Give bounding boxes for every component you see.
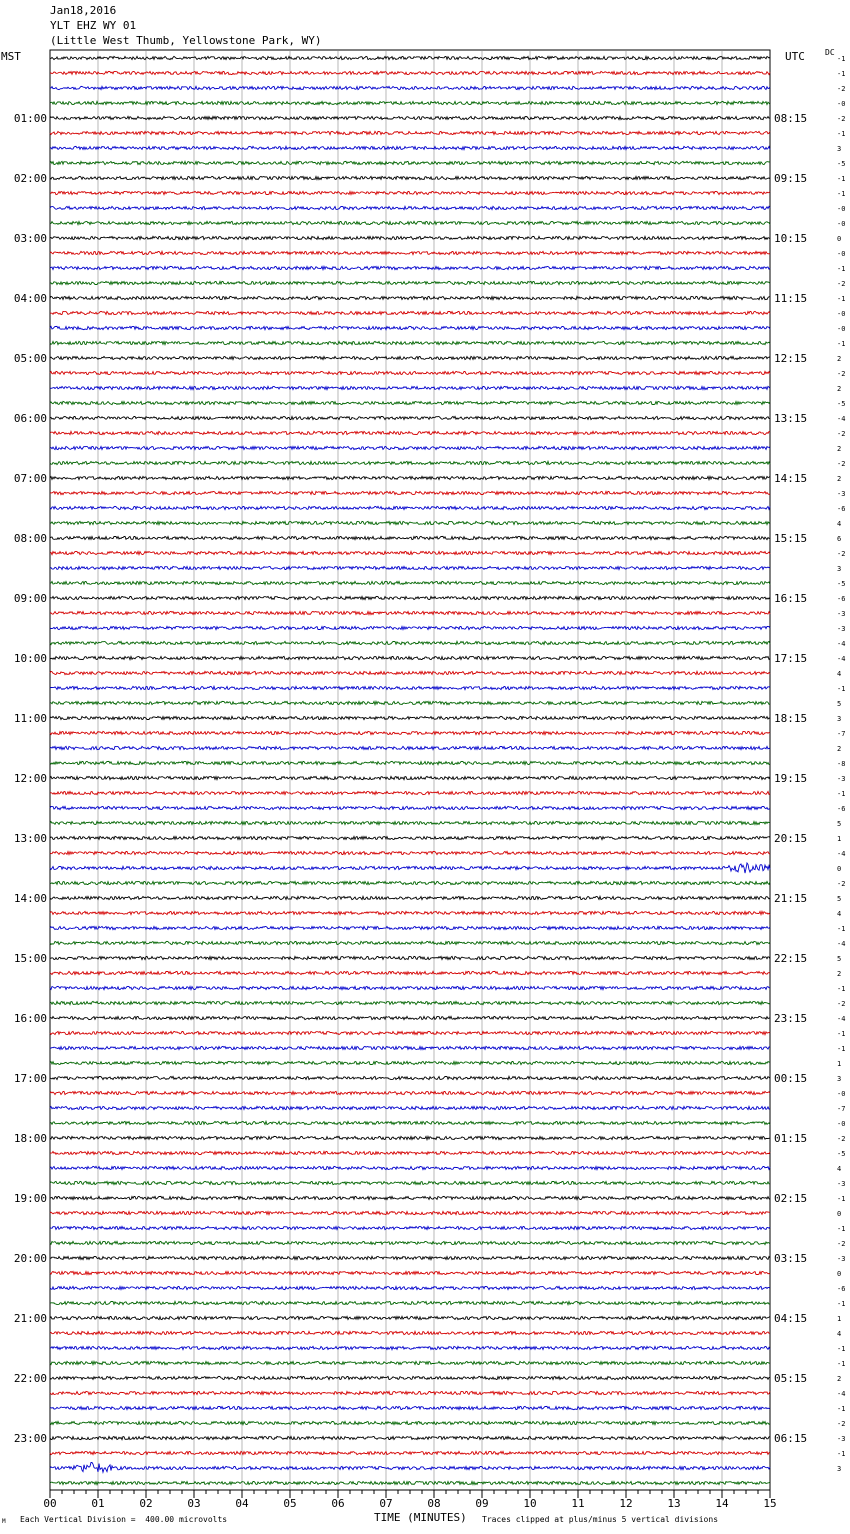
- hour-label-mst: 13:00: [13, 832, 47, 845]
- trace-line: [50, 1406, 770, 1409]
- trace-line: [50, 731, 770, 734]
- trace-line: [50, 956, 770, 959]
- hour-label-mst: 20:00: [13, 1252, 47, 1265]
- dc-offset-label: -5: [837, 580, 846, 588]
- trace-line: [50, 266, 770, 269]
- dc-offset-label: 5: [837, 955, 842, 963]
- hour-label-utc: 13:15: [774, 412, 808, 425]
- hour-label-mst: 22:00: [13, 1372, 47, 1385]
- hour-label-utc: 08:15: [774, 112, 808, 125]
- trace-line: [50, 206, 770, 209]
- dc-offset-label: -7: [837, 1105, 846, 1113]
- x-tick-label: 01: [91, 1497, 105, 1510]
- trace-line: [50, 1451, 770, 1454]
- dc-offset-label: -1: [837, 1225, 846, 1233]
- trace-line: [50, 896, 770, 899]
- trace-line: [50, 881, 770, 884]
- hour-label-mst: 01:00: [13, 112, 47, 125]
- dc-offset-label: 2: [837, 745, 842, 753]
- dc-offset-label: -1: [837, 685, 846, 693]
- hour-label-mst: 15:00: [13, 952, 47, 965]
- dc-offset-label: -1: [837, 1405, 846, 1413]
- dc-offset-label: -1: [837, 340, 846, 348]
- hour-label-utc: 21:15: [774, 892, 808, 905]
- trace-line: [50, 401, 770, 404]
- hour-label-mst: 09:00: [13, 592, 47, 605]
- dc-offset-label: -2: [837, 280, 846, 288]
- trace-line: [50, 1136, 770, 1139]
- hour-label-utc: 16:15: [774, 592, 808, 605]
- dc-offset-label: -2: [837, 115, 846, 123]
- trace-line: [50, 1016, 770, 1019]
- x-tick-label: 06: [331, 1497, 345, 1510]
- dc-offset-label: -0: [837, 100, 846, 108]
- hour-label-utc: 05:15: [774, 1372, 808, 1385]
- dc-offset-label: 3: [837, 565, 842, 573]
- hour-label-mst: 16:00: [13, 1012, 47, 1025]
- trace-line: [50, 1121, 770, 1124]
- trace-line: [50, 146, 770, 149]
- trace-line: [50, 311, 770, 314]
- dc-offset-label: -6: [837, 595, 846, 603]
- dc-offset-label: -3: [837, 625, 846, 633]
- trace-line: [50, 926, 770, 929]
- hour-label-mst: 07:00: [13, 472, 47, 485]
- dc-offset-label: -1: [837, 1345, 846, 1353]
- trace-line: [50, 1076, 770, 1079]
- dc-offset-label: 3: [837, 1075, 842, 1083]
- trace-line: [50, 1316, 770, 1319]
- hour-label-utc: 14:15: [774, 472, 808, 485]
- dc-offset-label: 4: [837, 1330, 842, 1338]
- trace-line: [50, 371, 770, 374]
- right-axis-label: UTC: [785, 50, 805, 63]
- x-tick-label: 05: [283, 1497, 297, 1510]
- trace-line: [50, 596, 770, 599]
- trace-line: [50, 1226, 770, 1229]
- trace-line: [50, 611, 770, 614]
- dc-offset-label: -3: [837, 490, 846, 498]
- dc-offset-label: 2: [837, 355, 842, 363]
- trace-line: [50, 491, 770, 494]
- trace-line: [50, 941, 770, 944]
- hour-label-mst: 21:00: [13, 1312, 47, 1325]
- x-tick-label: 12: [619, 1497, 633, 1510]
- x-tick-label: 03: [187, 1497, 201, 1510]
- dc-offset-label: -3: [837, 1180, 846, 1188]
- dc-offset-label: -2: [837, 370, 846, 378]
- scale-note: Each Vertical Division = 400.00 microvolts: [20, 1515, 228, 1524]
- dc-offset-label: -1: [837, 1045, 846, 1053]
- x-tick-label: 09: [475, 1497, 489, 1510]
- dc-offset-label: -8: [837, 760, 846, 768]
- trace-line: [50, 851, 770, 854]
- trace-line: [50, 476, 770, 479]
- dc-offset-label: -2: [837, 1240, 846, 1248]
- trace-line: [50, 386, 770, 389]
- dc-offset-label: 4: [837, 910, 842, 918]
- dc-offset-label: -2: [837, 880, 846, 888]
- dc-offset-label: -2: [837, 1420, 846, 1428]
- clip-note: Traces clipped at plus/minus 5 vertical divisions: [482, 1515, 719, 1524]
- dc-offset-label: -0: [837, 1120, 846, 1128]
- dc-offset-label: 1: [837, 1315, 842, 1323]
- hour-label-utc: 19:15: [774, 772, 808, 785]
- dc-offset-label: -1: [837, 1450, 846, 1458]
- trace-line: [50, 1256, 770, 1259]
- hour-label-utc: 06:15: [774, 1432, 808, 1445]
- trace-line: [50, 521, 770, 524]
- trace-line: [50, 551, 770, 554]
- trace-line: [50, 1391, 770, 1394]
- trace-line: [50, 1286, 770, 1289]
- dc-offset-label: 4: [837, 520, 842, 528]
- dc-offset-label: -6: [837, 505, 846, 513]
- dc-offset-label: -1: [837, 295, 846, 303]
- dc-offset-label: 0: [837, 235, 842, 243]
- dc-offset-label: -1: [837, 190, 846, 198]
- trace-line: [50, 626, 770, 629]
- dc-offset-label: -4: [837, 850, 846, 858]
- dc-offset-label: -6: [837, 805, 846, 813]
- dc-offset-label: -1: [837, 1300, 846, 1308]
- dc-offset-label: -1: [837, 1195, 846, 1203]
- dc-offset-label: -0: [837, 250, 846, 258]
- dc-offset-label: -0: [837, 325, 846, 333]
- trace-line: [50, 56, 770, 59]
- trace-line: [50, 281, 770, 284]
- hour-label-mst: 12:00: [13, 772, 47, 785]
- trace-line: [50, 1421, 770, 1424]
- dc-offset-label: 0: [837, 865, 842, 873]
- dc-offset-label: -3: [837, 610, 846, 618]
- hour-label-utc: 09:15: [774, 172, 808, 185]
- hour-label-mst: 04:00: [13, 292, 47, 305]
- dc-offset-label: -3: [837, 775, 846, 783]
- x-tick-label: 10: [523, 1497, 537, 1510]
- dc-offset-label: -5: [837, 400, 846, 408]
- trace-line: [50, 686, 770, 689]
- hour-label-mst: 02:00: [13, 172, 47, 185]
- hour-label-mst: 03:00: [13, 232, 47, 245]
- hour-label-utc: 20:15: [774, 832, 808, 845]
- trace-line: [50, 326, 770, 329]
- trace-line: [50, 506, 770, 509]
- trace-line: [50, 1046, 770, 1049]
- hour-label-mst: 18:00: [13, 1132, 47, 1145]
- dc-offset-label: -2: [837, 550, 846, 558]
- trace-line: [50, 431, 770, 434]
- dc-offset-label: 0: [837, 1270, 842, 1278]
- trace-line: [50, 1106, 770, 1109]
- dc-offset-label: -0: [837, 310, 846, 318]
- trace-line: [50, 356, 770, 359]
- trace-line: [50, 971, 770, 974]
- dc-offset-label: 2: [837, 970, 842, 978]
- hour-label-utc: 18:15: [774, 712, 808, 725]
- trace-line: [50, 131, 770, 134]
- trace-line: [50, 566, 770, 569]
- dc-offset-label: -2: [837, 430, 846, 438]
- x-tick-label: 07: [379, 1497, 393, 1510]
- x-tick-label: 14: [715, 1497, 729, 1510]
- trace-line: [50, 911, 770, 914]
- dc-offset-label: -6: [837, 1285, 846, 1293]
- trace-line: [50, 416, 770, 419]
- dc-offset-label: -2: [837, 1135, 846, 1143]
- trace-line: [50, 296, 770, 299]
- dc-label: DC: [825, 48, 835, 57]
- dc-offset-label: 2: [837, 445, 842, 453]
- dc-offset-label: -1: [837, 925, 846, 933]
- corner-mark: M: [2, 1518, 6, 1525]
- hour-label-utc: 02:15: [774, 1192, 808, 1205]
- trace-line: [50, 176, 770, 179]
- hour-label-mst: 05:00: [13, 352, 47, 365]
- trace-line: [50, 1181, 770, 1184]
- header-station: YLT EHZ WY 01: [50, 19, 137, 32]
- x-tick-label: 11: [571, 1497, 585, 1510]
- trace-line: [50, 1463, 770, 1473]
- dc-offset-label: 2: [837, 475, 842, 483]
- dc-offset-label: -4: [837, 640, 846, 648]
- dc-offset-label: 5: [837, 700, 842, 708]
- dc-offset-label: -4: [837, 415, 846, 423]
- dc-offset-label: -4: [837, 1015, 846, 1023]
- trace-line: [50, 1166, 770, 1169]
- trace-line: [50, 1481, 770, 1484]
- x-axis-title: TIME (MINUTES): [374, 1511, 467, 1524]
- trace-line: [50, 1091, 770, 1094]
- dc-offset-label: -4: [837, 940, 846, 948]
- hour-label-utc: 22:15: [774, 952, 808, 965]
- trace-line: [50, 806, 770, 809]
- x-tick-label: 04: [235, 1497, 249, 1510]
- dc-offset-label: -5: [837, 160, 846, 168]
- dc-offset-label: -5: [837, 1150, 846, 1158]
- trace-line: [50, 581, 770, 584]
- dc-offset-label: -3: [837, 1435, 846, 1443]
- trace-line: [50, 671, 770, 674]
- trace-line: [50, 1151, 770, 1154]
- x-tick-label: 15: [763, 1497, 777, 1510]
- dc-offset-label: -0: [837, 205, 846, 213]
- trace-line: [50, 1376, 770, 1379]
- trace-line: [50, 1196, 770, 1199]
- dc-offset-label: 4: [837, 1165, 842, 1173]
- trace-line: [50, 71, 770, 74]
- hour-label-mst: 19:00: [13, 1192, 47, 1205]
- dc-offset-label: -2: [837, 85, 846, 93]
- hour-label-mst: 08:00: [13, 532, 47, 545]
- dc-offset-label: -4: [837, 1390, 846, 1398]
- dc-offset-label: 1: [837, 1060, 842, 1068]
- trace-line: [50, 461, 770, 464]
- trace-line: [50, 776, 770, 779]
- dc-offset-label: -1: [837, 1360, 846, 1368]
- trace-line: [50, 1271, 770, 1274]
- hour-label-utc: 11:15: [774, 292, 808, 305]
- hour-label-mst: 17:00: [13, 1072, 47, 1085]
- trace-line: [50, 986, 770, 989]
- dc-offset-label: 5: [837, 820, 842, 828]
- trace-line: [50, 641, 770, 644]
- hour-label-mst: 23:00: [13, 1432, 47, 1445]
- dc-offset-label: -1: [837, 985, 846, 993]
- header-date: Jan18,2016: [50, 4, 117, 17]
- dc-offset-label: -1: [837, 1030, 846, 1038]
- hour-label-utc: 00:15: [774, 1072, 808, 1085]
- hour-label-mst: 06:00: [13, 412, 47, 425]
- hour-label-mst: 14:00: [13, 892, 47, 905]
- hour-label-utc: 10:15: [774, 232, 808, 245]
- hour-label-utc: 15:15: [774, 532, 808, 545]
- trace-line: [50, 536, 770, 539]
- trace-line: [50, 1061, 770, 1064]
- trace-line: [50, 116, 770, 119]
- dc-offset-label: 2: [837, 1375, 842, 1383]
- hour-label-utc: 01:15: [774, 1132, 808, 1145]
- x-tick-label: 08: [427, 1497, 441, 1510]
- dc-offset-label: -4: [837, 655, 846, 663]
- hour-label-mst: 11:00: [13, 712, 47, 725]
- dc-offset-label: -7: [837, 730, 846, 738]
- dc-offset-label: 2: [837, 385, 842, 393]
- dc-offset-label: 0: [837, 1210, 842, 1218]
- dc-offset-label: 3: [837, 715, 842, 723]
- dc-offset-label: -2: [837, 460, 846, 468]
- trace-line: [50, 761, 770, 764]
- dc-offset-label: 5: [837, 895, 842, 903]
- dc-offset-label: 1: [837, 835, 842, 843]
- dc-offset-label: -2: [837, 1000, 846, 1008]
- trace-line: [50, 1361, 770, 1364]
- trace-line: [50, 86, 770, 89]
- dc-offset-label: 4: [837, 670, 842, 678]
- trace-line: [50, 161, 770, 164]
- trace-line: [50, 791, 770, 794]
- trace-line: [50, 446, 770, 449]
- hour-label-utc: 03:15: [774, 1252, 808, 1265]
- trace-line: [50, 701, 770, 704]
- trace-line: [50, 1031, 770, 1034]
- dc-offset-label: -3: [837, 1255, 846, 1263]
- dc-offset-label: -1: [837, 790, 846, 798]
- dc-offset-label: -1: [837, 130, 846, 138]
- trace-line: [50, 221, 770, 224]
- trace-line: [50, 1436, 770, 1439]
- trace-line: [50, 341, 770, 344]
- dc-offset-label: -1: [837, 70, 846, 78]
- dc-offset-label: -0: [837, 220, 846, 228]
- dc-offset-label: -1: [837, 55, 846, 63]
- trace-line: [50, 101, 770, 104]
- trace-line: [50, 251, 770, 254]
- trace-line: [50, 716, 770, 719]
- trace-line: [50, 746, 770, 749]
- dc-offset-label: -1: [837, 175, 846, 183]
- x-tick-label: 02: [139, 1497, 153, 1510]
- trace-line: [50, 1301, 770, 1304]
- trace-line: [50, 656, 770, 659]
- dc-offset-label: 3: [837, 145, 842, 153]
- hour-label-mst: 10:00: [13, 652, 47, 665]
- trace-line: [50, 821, 770, 824]
- hour-label-utc: 23:15: [774, 1012, 808, 1025]
- header-location: (Little West Thumb, Yellowstone Park, WY): [50, 34, 322, 47]
- trace-line: [50, 1241, 770, 1244]
- hour-label-utc: 17:15: [774, 652, 808, 665]
- dc-offset-label: -1: [837, 265, 846, 273]
- trace-line: [50, 1001, 770, 1004]
- x-tick-label: 13: [667, 1497, 681, 1510]
- trace-line: [50, 191, 770, 194]
- dc-offset-label: 3: [837, 1465, 842, 1473]
- x-tick-label: 00: [43, 1497, 57, 1510]
- hour-label-utc: 12:15: [774, 352, 808, 365]
- hour-label-utc: 04:15: [774, 1312, 808, 1325]
- trace-line: [50, 1346, 770, 1349]
- dc-offset-label: -0: [837, 1090, 846, 1098]
- trace-line: [50, 236, 770, 239]
- trace-line: [50, 1331, 770, 1334]
- trace-line: [50, 1211, 770, 1214]
- dc-offset-label: 6: [837, 535, 842, 543]
- trace-line: [50, 836, 770, 839]
- trace-line: [50, 863, 770, 873]
- left-axis-label: MST: [1, 50, 21, 63]
